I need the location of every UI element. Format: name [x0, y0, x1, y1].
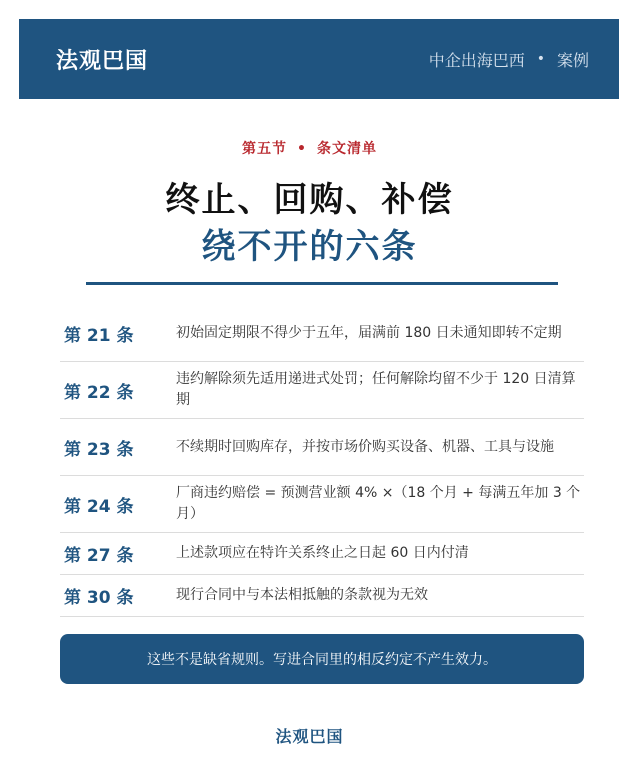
- article-number: 第 21 条: [64, 325, 134, 346]
- header-type: 案例: [556, 50, 589, 70]
- title-divider: [86, 282, 558, 285]
- brand-logo: 法观巴国: [56, 48, 149, 74]
- article-text: 厂商违约赔偿 = 预测营业额 4% ×（18 个月 + 每满五年加 3 个月）: [176, 485, 581, 522]
- header-bar: [19, 19, 619, 99]
- notice-banner: 这些不是缺省规则。写进合同里的相反约定不产生效力。: [60, 634, 584, 684]
- section-number: 第五节: [242, 141, 288, 157]
- article-text: 现行合同中与本法相抵触的条款视为无效: [176, 587, 428, 603]
- article-row: [60, 362, 584, 419]
- header-category: 中企出海巴西: [428, 50, 525, 70]
- article-number: 第 30 条: [64, 588, 134, 608]
- page-title-line2: 绕不开的六条: [201, 227, 418, 267]
- article-row: [60, 575, 584, 617]
- article-number: 第 24 条: [64, 496, 134, 517]
- article-text: 上述款项应在特许关系终止之日起 60 日内付清: [176, 545, 469, 561]
- article-row: [60, 419, 584, 476]
- section-label: [0, 138, 619, 158]
- article-number: 第 23 条: [64, 439, 134, 460]
- article-list: [60, 305, 584, 617]
- article-number: 第 27 条: [64, 546, 134, 566]
- article-row: [60, 476, 584, 533]
- header-meta: [429, 48, 589, 71]
- footer-brand: 法观巴国: [275, 727, 344, 746]
- header-separator: •: [536, 51, 545, 67]
- article-text: 不续期时回购库存，并按市场价购买设备、机器、工具与设施: [176, 438, 554, 455]
- page-title-line1: 终止、回购、补偿: [165, 180, 454, 220]
- article-text: 初始固定期限不得少于五年，届满前 180 日未通知即转不定期: [176, 324, 562, 341]
- article-text: 违约解除须先适用递进式处罚；任何解除均留不少于 120 日清算期: [176, 371, 576, 408]
- section-name: 条文清单: [316, 141, 377, 157]
- article-number: 第 22 条: [64, 382, 134, 403]
- article-row: [60, 533, 584, 575]
- section-separator: •: [297, 141, 307, 157]
- article-row: [60, 305, 584, 362]
